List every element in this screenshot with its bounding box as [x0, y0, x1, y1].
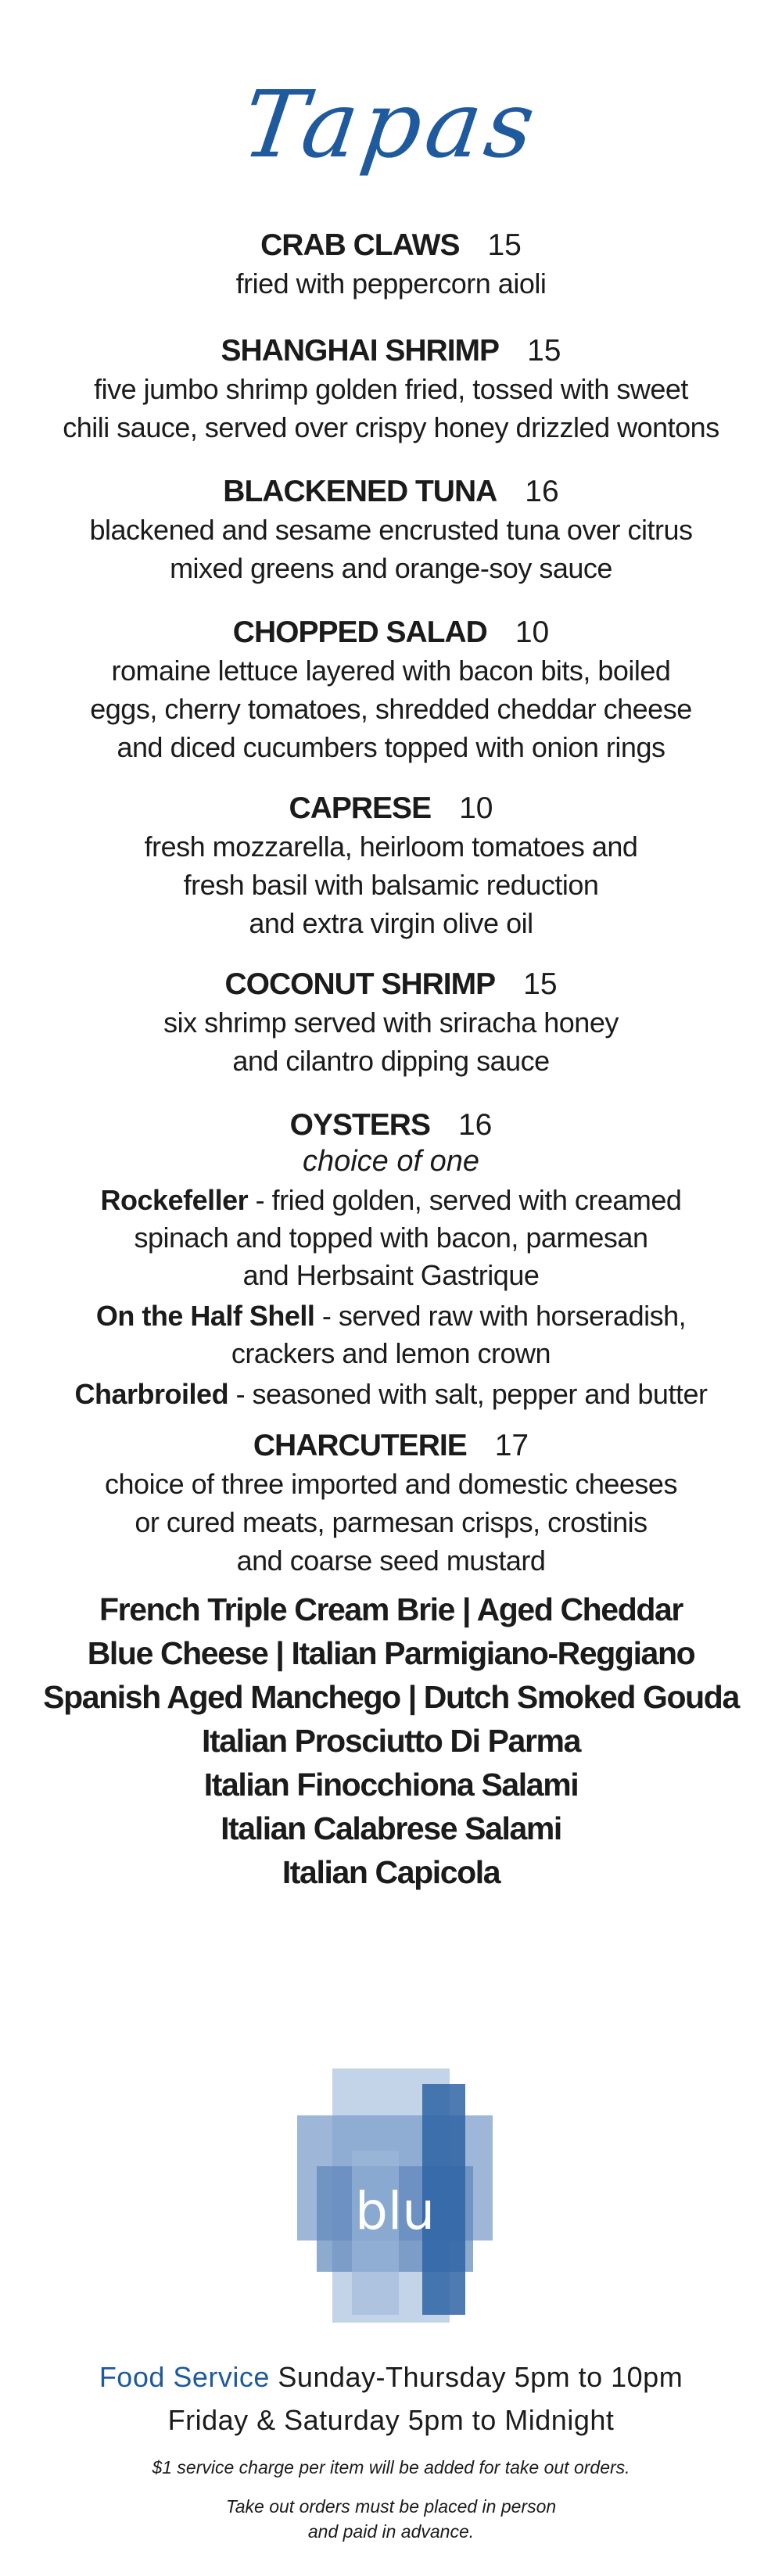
item-price: 17 — [494, 1429, 529, 1462]
item-name: CAPRESE — [289, 791, 432, 825]
charcuterie-option: French Triple Cream Brie | Aged Cheddar — [99, 1591, 683, 1627]
charcuterie-option: Italian Finocchiona Salami — [203, 1767, 579, 1803]
menu-item — [31, 614, 751, 766]
option-description: crackers and lemon crown — [231, 1337, 551, 1369]
item-description: and cilantro dipping sauce — [232, 1045, 550, 1077]
item-name: COCONUT SHRIMP — [224, 967, 496, 1001]
item-price: 16 — [525, 475, 559, 508]
item-name: CRAB CLAWS — [260, 228, 460, 262]
option-description: - served raw with horseradish, — [314, 1300, 687, 1332]
blu-logo — [297, 2065, 493, 2330]
page-title: Tapas — [236, 70, 546, 178]
item-description: eggs, cherry tomatoes, shredded cheddar cheese — [90, 693, 692, 725]
item-description: blackened and sesame encrusted tuna over citrus — [89, 514, 693, 546]
menu-item — [31, 332, 751, 447]
item-description: choice of three imported and domestic cheeses — [105, 1468, 677, 1500]
option-name: On the Half Shell — [95, 1300, 315, 1332]
takeout-note: Take out orders must be placed in person — [225, 2496, 557, 2517]
menu-item — [31, 473, 751, 587]
oyster-option — [31, 1376, 751, 1413]
charcuterie-option: Italian Capicola — [282, 1854, 500, 1890]
item-price: 10 — [459, 791, 493, 825]
menu-item — [31, 1427, 751, 1580]
item-description: and diced cucumbers topped with onion rings — [117, 731, 665, 763]
item-name: SHANGHAI SHRIMP — [221, 334, 500, 368]
item-price: 15 — [527, 334, 561, 368]
food-service-label: Food Service — [99, 2361, 270, 2393]
item-description: chili sauce, served over crispy honey drizzled wontons — [63, 411, 719, 443]
item-description: fresh mozzarella, heirloom tomatoes and — [144, 831, 638, 863]
item-description: mixed greens and orange-soy sauce — [170, 552, 612, 584]
hours-weekday: Sunday-Thursday 5pm to 10pm — [269, 2361, 683, 2393]
item-price: 16 — [457, 1108, 493, 1142]
charcuterie-option: Italian Prosciutto Di Parma — [202, 1723, 580, 1759]
menu-item — [31, 1107, 751, 1413]
option-name: Rockefeller — [100, 1184, 249, 1216]
charcuterie-option: Spanish Aged Manchego | Dutch Smoked Gouda — [43, 1679, 739, 1715]
charcuterie-option: Blue Cheese | Italian Parmigiano-Reggiano — [87, 1635, 695, 1671]
menu-item — [31, 227, 751, 303]
item-description: fried with peppercorn aioli — [235, 267, 547, 300]
item-name: BLACKENED TUNA — [223, 475, 497, 508]
item-name: CHOPPED SALAD — [232, 615, 487, 649]
item-description: five jumbo shrimp golden fried, tossed with sweet — [94, 373, 688, 405]
item-name: OYSTERS — [289, 1108, 430, 1142]
item-price: 15 — [523, 967, 558, 1001]
oyster-option — [31, 1297, 751, 1372]
item-description: six shrimp served with sriracha honey — [163, 1006, 619, 1039]
item-description: or cured meats, parmesan crisps, crostinis — [135, 1506, 647, 1538]
item-description: and extra virgin olive oil — [249, 907, 533, 939]
item-description: romaine lettuce layered with bacon bits, boiled — [111, 655, 671, 687]
option-description: spinach and topped with bacon, parmesan — [134, 1222, 648, 1254]
menu-item — [31, 790, 751, 942]
item-subtitle: choice of one — [302, 1145, 480, 1178]
item-name: CHARCUTERIE — [253, 1429, 467, 1462]
charcuterie-options — [31, 1588, 751, 1894]
option-name: Charbroiled — [74, 1378, 229, 1410]
charcuterie-option: Italian Calabrese Salami — [221, 1810, 561, 1846]
item-price: 15 — [487, 228, 522, 262]
food-service-hours — [0, 2358, 782, 2397]
item-price: 10 — [515, 615, 550, 649]
logo-text: blu — [354, 2181, 436, 2241]
option-description: and Herbsaint Gastrique — [242, 1259, 540, 1291]
oyster-option — [31, 1182, 751, 1294]
service-charge-note: $1 service charge per item will be added for take out orders. — [152, 2457, 630, 2477]
takeout-note: and paid in advance. — [307, 2521, 475, 2542]
hours-weekend: Friday & Saturday 5pm to Midnight — [167, 2404, 615, 2436]
menu-item — [31, 966, 751, 1080]
option-description: - fried golden, served with creamed — [248, 1184, 682, 1216]
item-description: fresh basil with balsamic reduction — [183, 869, 599, 901]
option-description: - seasoned with salt, pepper and butter — [228, 1378, 708, 1410]
item-description: and coarse seed mustard — [236, 1545, 546, 1577]
